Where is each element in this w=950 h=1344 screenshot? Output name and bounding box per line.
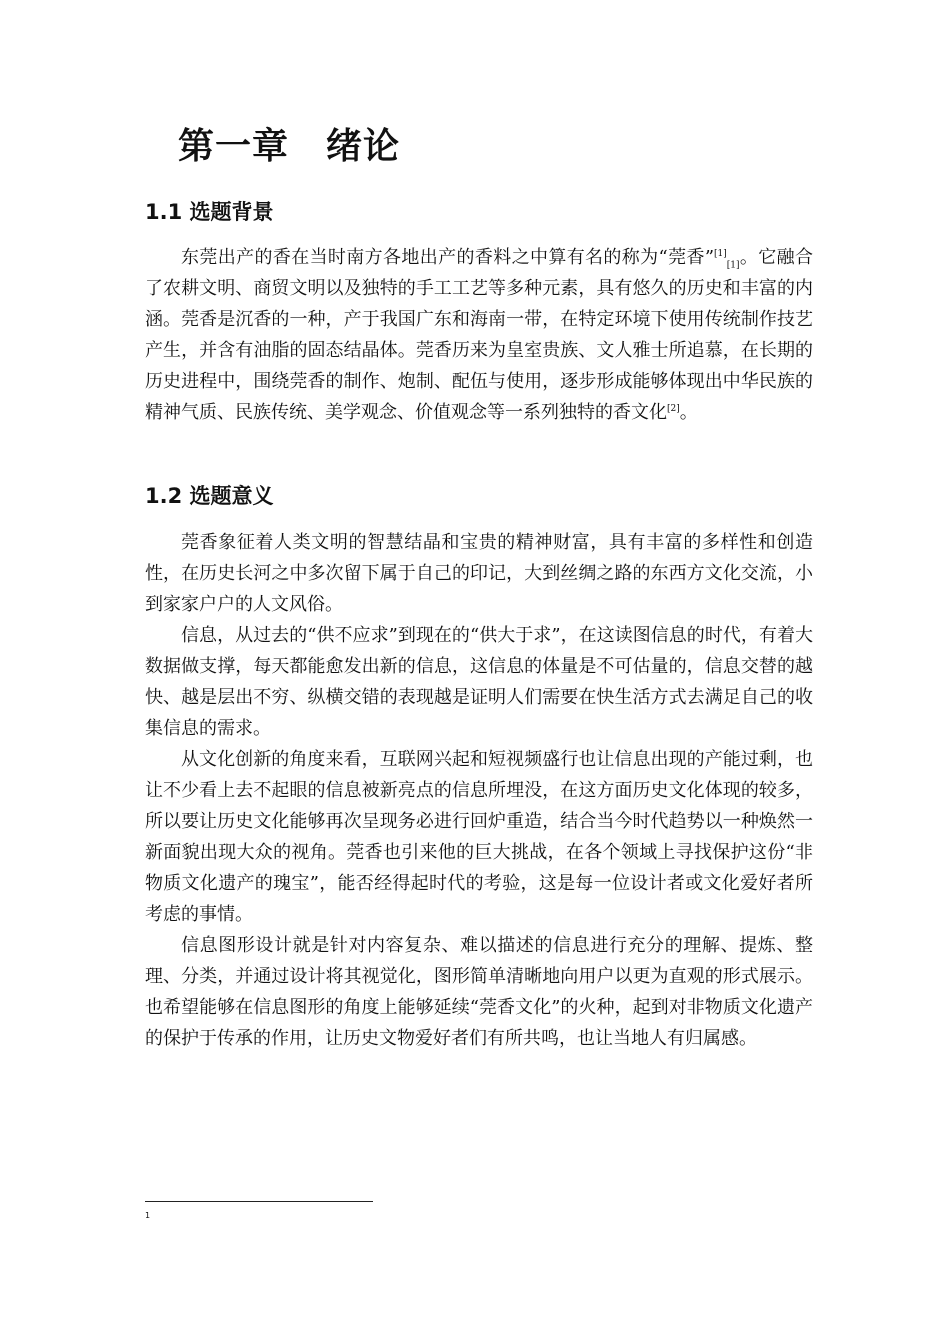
paragraph: 莞香象征着人类文明的智慧结晶和宝贵的精神财富，具有丰富的多样性和创造性，在历史长河之中多次留下属于自己的印记，大到丝绸之路的东西方文化交流，小到家家户户的人文风俗。: [145, 532, 813, 615]
paragraph: 信息，从过去的“供不应求”到现在的“供大于求”，在这读图信息的时代，有着大数据做支撑，每天都能愈发出新的信息，这信息的体量是不可估量的，信息交替的越快、越是层出不穷、纵横交错的表现越是证明人们需要在快生活方式去满足自己的收集信息的需求。: [145, 625, 813, 739]
paragraph: 从文化创新的角度来看，互联网兴起和短视频盛行也让信息出现的产能过剩，也让不少看上去不起眼的信息被新亮点的信息所埋没，在这方面历史文化体现的较多，所以要让历史文化能够再次呈现务必进行回炉重造，结合当今时代趋势以一种焕然一新面貌出现大众的视角。莞香也引来他的巨大挑战，在各个领域上寻找保护这份“非物质文化遗产的瑰宝”，能否经得起时代的考验，这是每一位设计者或文化爱好者所考虑的事情。: [145, 749, 813, 925]
section-body-background: [145, 242, 813, 428]
section-heading-significance: 1.2 选题意义: [145, 484, 274, 508]
paragraph-text: 。它融合了农耕文明、商贸文明以及独特的手工工艺等多种元素，具有悠久的历史和丰富的内涵。莞香是沉香的一种，产于我国广东和海南一带，在特定环境下使用传统制作技艺产生，并含有油脂的固态结晶体。莞香历来为皇室贵族、文人雅士所追慕，在长期的历史进程中，围绕莞香的制作、炮制、配伍与使用，逐步形成能够体现出中华民族的精神气质、民族传统、美学观念、价值观念等一系列独特的香文化: [145, 247, 813, 423]
paragraph-text: 。: [679, 402, 698, 423]
section-body-significance: [145, 527, 813, 1054]
section-heading-background: 1.1 选题背景: [145, 200, 274, 224]
paragraph-text: 东莞出产的香在当时南方各地出产的香料之中算有名的称为“莞香”: [181, 247, 715, 268]
paragraph: [145, 242, 813, 428]
citation-ref[interactable]: [2]: [667, 404, 680, 414]
paragraph: 信息图形设计就是针对内容复杂、难以描述的信息进行充分的理解、提炼、整理、分类，并通过设计将其视觉化，图形简单清晰地向用户以更为直观的形式展示。也希望能够在信息图形的角度上能够延续“莞香文化”的火种，起到对非物质文化遗产的保护于传承的作用，让历史文物爱好者们有所共鸣，也让当地人有归属感。: [145, 935, 813, 1049]
footnote-mark: 1: [145, 1211, 151, 1220]
citation-ref[interactable]: [1]: [714, 249, 727, 259]
chapter-title: 第一章 绪论: [178, 126, 401, 167]
citation-ref[interactable]: [1]: [726, 260, 740, 271]
footnote-separator: [145, 1201, 373, 1202]
